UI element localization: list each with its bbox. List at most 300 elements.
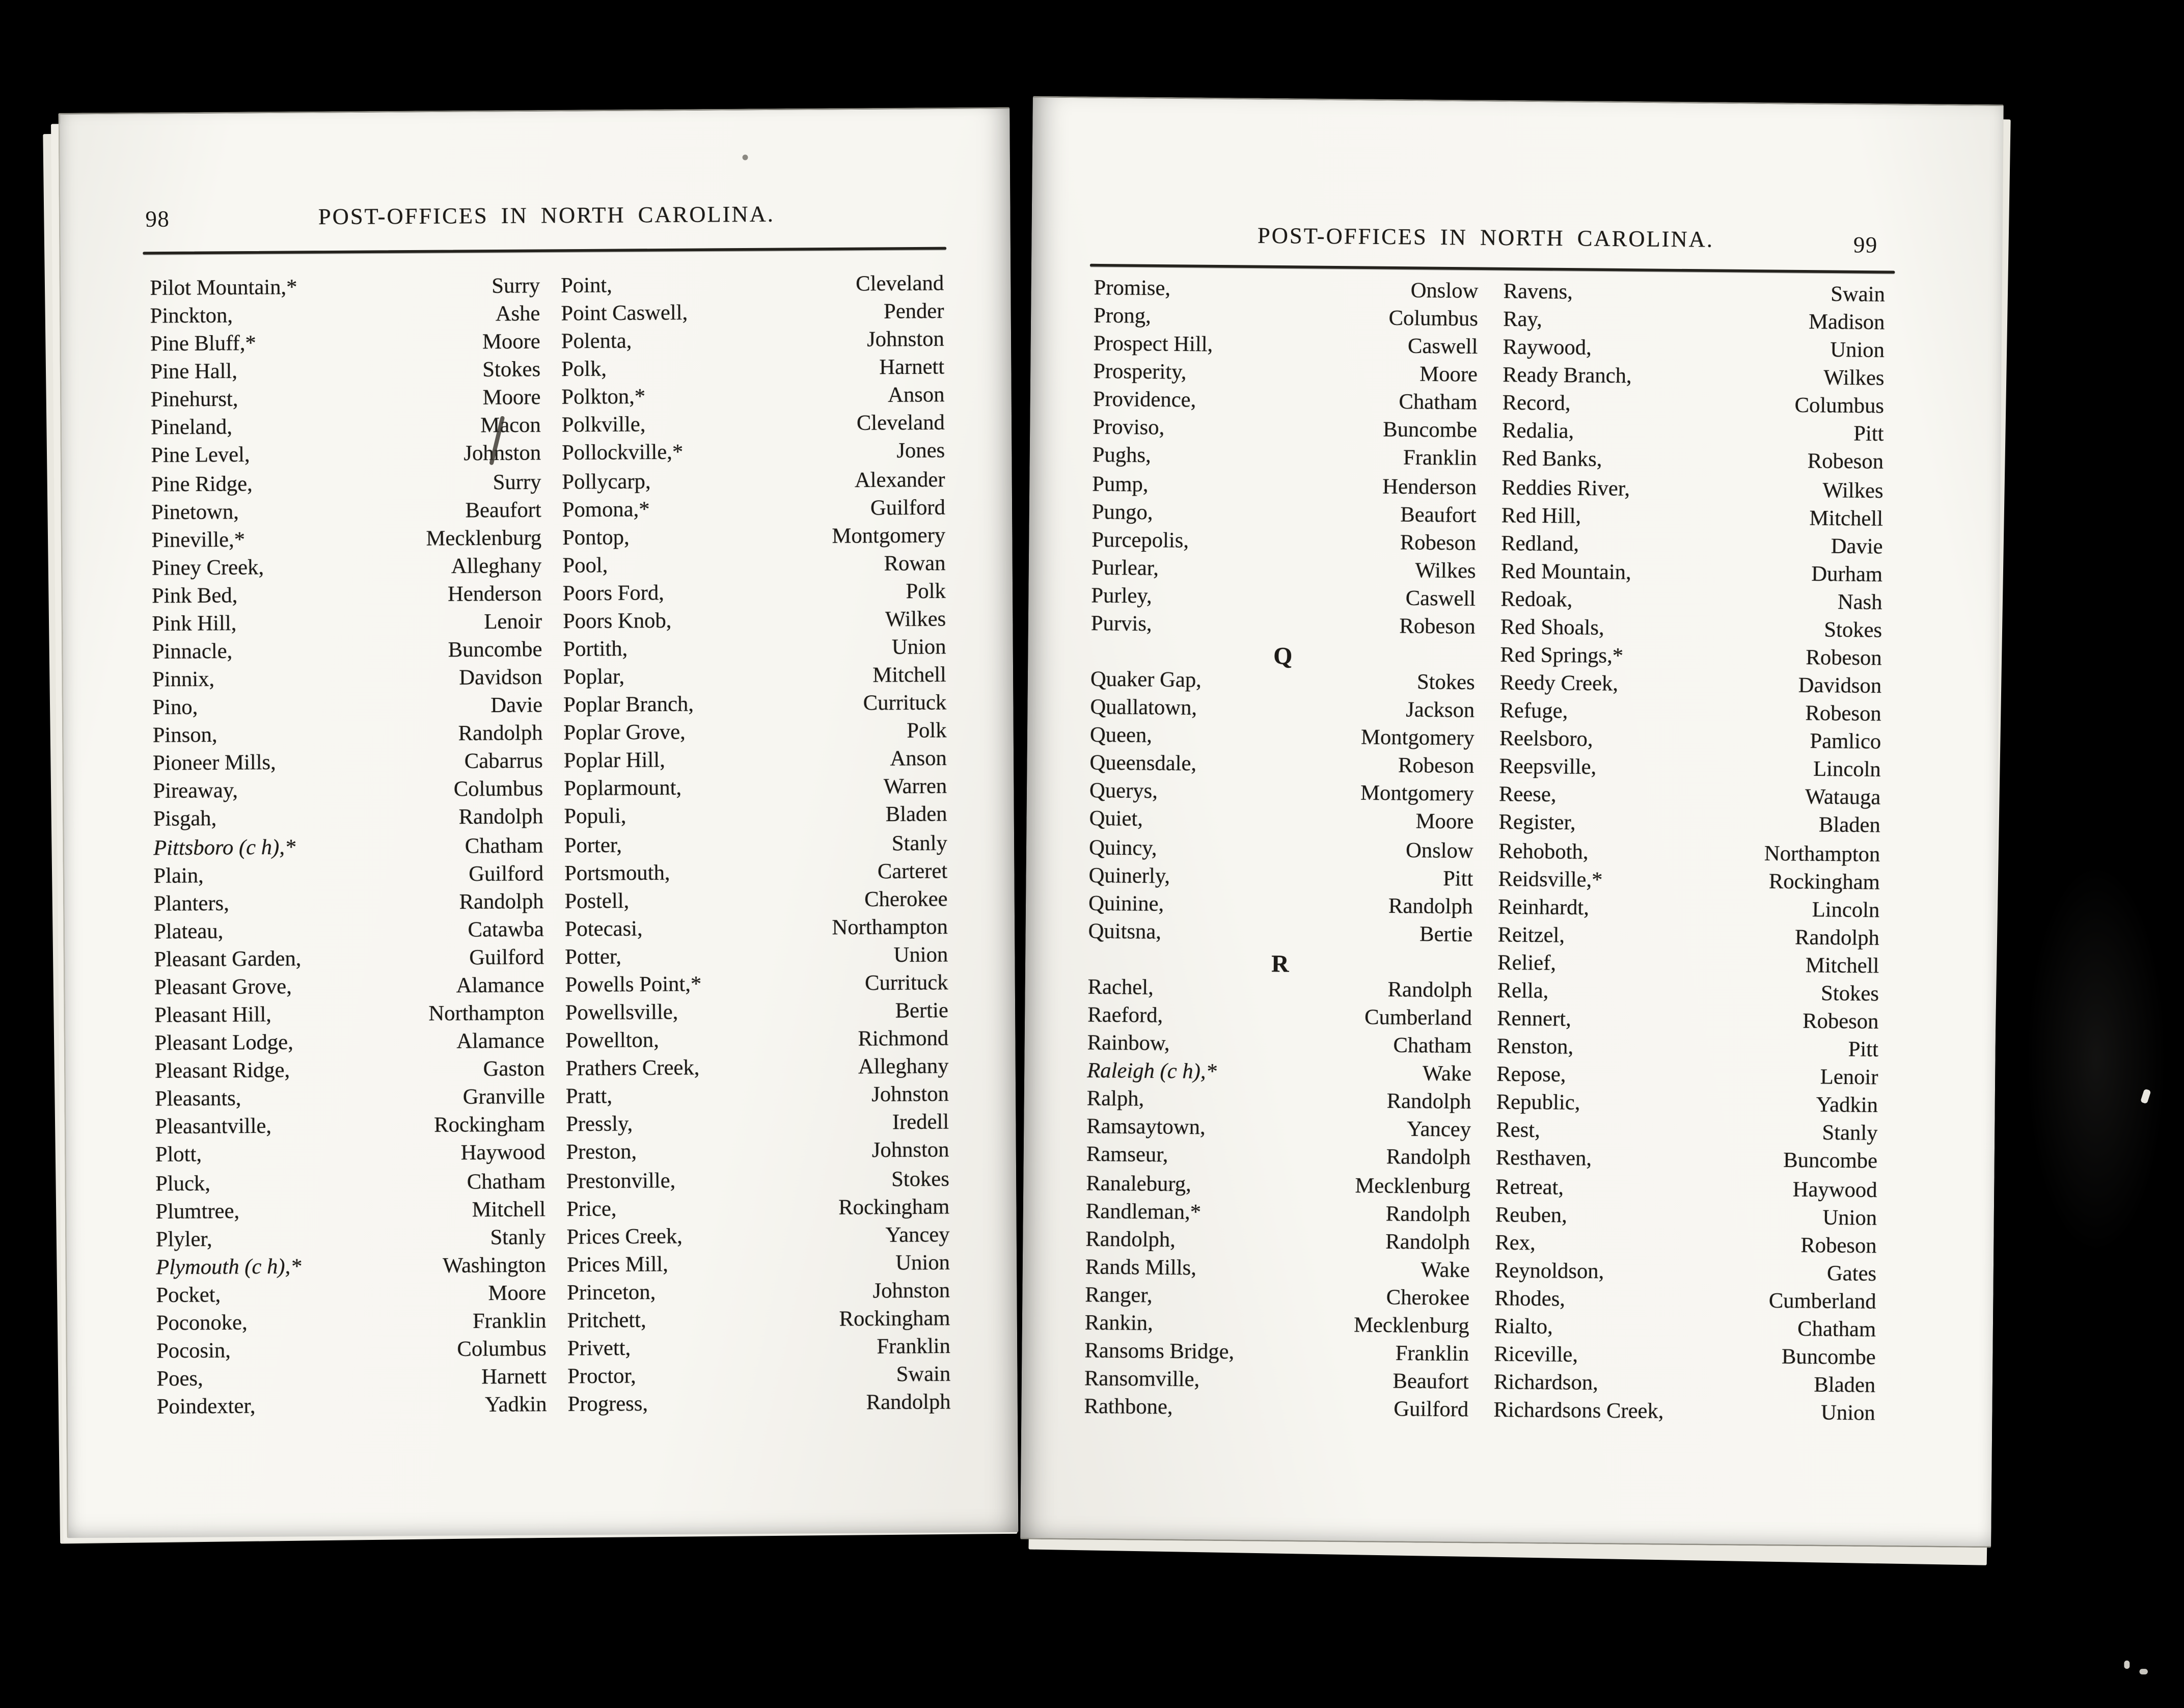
- post-office-name: Raleigh (c h),*: [1087, 1059, 1217, 1085]
- entry-row: [561, 270, 944, 301]
- post-office-name: Riceville,: [1494, 1342, 1578, 1367]
- entry-row: [565, 970, 948, 1000]
- entry-row: [156, 1308, 547, 1339]
- county-name: Rockingham: [838, 1195, 950, 1219]
- entry-row: [151, 497, 541, 527]
- entry-row: [156, 1364, 547, 1394]
- entry-row: [1090, 694, 1475, 725]
- post-office-name: Ransomville,: [1084, 1367, 1200, 1392]
- post-office-name: Pungo,: [1091, 500, 1153, 525]
- county-name: Surry: [493, 470, 541, 495]
- entry-row: [152, 609, 542, 639]
- county-name: Davidson: [459, 666, 542, 690]
- entry-row: [561, 327, 944, 357]
- post-office-name: Red Mountain,: [1500, 559, 1631, 585]
- entry-row: [1495, 1257, 1877, 1288]
- entry-row: [1503, 335, 1885, 366]
- county-name: Northampton: [1764, 842, 1880, 866]
- entry-row: [1088, 862, 1473, 893]
- post-office-name: Prosperity,: [1093, 360, 1187, 385]
- entry-row: [563, 606, 946, 637]
- post-office-name: Pleasants,: [154, 1087, 241, 1112]
- post-office-name: Quincy,: [1088, 835, 1157, 860]
- post-office-name: Pine Ridge,: [151, 472, 253, 497]
- post-office-name: Reelsboro,: [1499, 727, 1593, 752]
- post-office-name: Pisgah,: [153, 807, 217, 832]
- post-office-name: Redland,: [1501, 531, 1579, 556]
- entry-row: [565, 1026, 948, 1056]
- entry-row: [1496, 1062, 1878, 1093]
- post-office-name: Pittsboro (c h),*: [153, 835, 296, 860]
- county-name: Alamance: [456, 973, 544, 998]
- entry-row: [567, 1361, 950, 1392]
- county-name: Cherokee: [1386, 1286, 1470, 1311]
- post-office-name: Postell,: [564, 889, 630, 913]
- county-name: Bertie: [895, 999, 949, 1023]
- county-name: Union: [891, 635, 946, 660]
- post-office-name: Quitsna,: [1088, 919, 1162, 944]
- post-office-name: Pomona,*: [562, 497, 650, 522]
- post-office-name: Plain,: [153, 863, 204, 888]
- post-office-name: Quinerly,: [1088, 863, 1170, 888]
- entry-row: [1086, 1198, 1470, 1229]
- entry-row: [1502, 474, 1883, 505]
- post-office-name: Randolph,: [1085, 1227, 1176, 1252]
- post-office-name: Rands Mills,: [1085, 1255, 1197, 1280]
- post-office-name: Pilot Mountain,*: [150, 276, 297, 301]
- county-name: Onslow: [1405, 838, 1474, 863]
- entry-row: [1497, 950, 1879, 981]
- post-office-name: Retreat,: [1495, 1175, 1564, 1200]
- entry-row: [152, 637, 542, 667]
- county-name: Pitt: [1442, 866, 1473, 891]
- county-name: Alexander: [854, 468, 945, 492]
- county-name: Columbus: [453, 778, 543, 802]
- entry-row: [566, 1081, 949, 1112]
- county-name: Robeson: [1806, 646, 1882, 671]
- post-office-name: Portsmouth,: [564, 861, 670, 885]
- county-name: Stokes: [482, 358, 541, 383]
- entry-row: [151, 525, 541, 555]
- entry-row: [563, 662, 946, 693]
- county-name: Currituck: [864, 971, 948, 996]
- right-column-1: [1084, 275, 1478, 1425]
- entry-row: [1094, 275, 1478, 306]
- county-name: Robeson: [1805, 702, 1881, 727]
- post-office-name: Pocosin,: [156, 1339, 231, 1364]
- entry-row: [1496, 1146, 1878, 1177]
- county-name: Henderson: [1382, 474, 1477, 499]
- post-office-name: Polk,: [561, 358, 607, 382]
- post-office-name: Pritchett,: [567, 1309, 646, 1333]
- post-office-name: Renston,: [1496, 1035, 1574, 1060]
- entry-row: [1494, 1313, 1876, 1344]
- post-office-name: Quallatown,: [1090, 696, 1197, 721]
- scan-dust: [743, 155, 748, 160]
- post-office-name: Rachel,: [1087, 975, 1154, 1000]
- county-name: Johnston: [871, 1138, 949, 1163]
- post-office-name: Rennert,: [1496, 1007, 1572, 1032]
- post-office-name: Point Caswell,: [561, 301, 688, 326]
- county-name: Jones: [896, 440, 945, 464]
- post-office-name: Portith,: [563, 637, 628, 662]
- county-name: Alamance: [456, 1029, 545, 1054]
- post-office-name: Proctor,: [567, 1364, 636, 1389]
- county-name: Randolph: [1388, 894, 1473, 919]
- entry-row: [561, 383, 944, 413]
- entry-row: [1496, 1118, 1878, 1149]
- post-office-name: Privett,: [567, 1337, 631, 1361]
- county-name: Randolph: [1387, 978, 1472, 1003]
- county-name: Northampton: [428, 1001, 544, 1026]
- post-office-name: Rankin,: [1084, 1311, 1153, 1336]
- post-office-name: Plateau,: [153, 919, 224, 944]
- post-office-name: Providence,: [1093, 388, 1196, 413]
- county-name: Cherokee: [864, 887, 948, 912]
- county-name: Rockingham: [434, 1113, 545, 1138]
- post-office-name: Rex,: [1495, 1231, 1536, 1255]
- post-office-name: Poes,: [156, 1367, 203, 1392]
- section-letter: R: [1271, 949, 1289, 978]
- entry-row: [1089, 834, 1473, 865]
- entry-row: [566, 1137, 949, 1168]
- left-page: [59, 107, 1019, 1538]
- county-name: Randolph: [458, 805, 543, 830]
- post-office-name: Richardsons Creek,: [1493, 1398, 1664, 1424]
- post-office-name: Raywood,: [1503, 336, 1592, 361]
- entry-row: [563, 718, 946, 749]
- post-office-name: Ransoms Bridge,: [1084, 1339, 1235, 1364]
- post-office-name: Pleasant Garden,: [154, 947, 302, 972]
- county-name: Montgomery: [832, 524, 946, 548]
- entry-row: [154, 972, 544, 1003]
- post-office-name: Rehoboth,: [1498, 839, 1589, 864]
- post-office-name: Reepsville,: [1499, 755, 1597, 780]
- entry-row: [1087, 1002, 1472, 1033]
- entry-row: [564, 886, 947, 916]
- county-name: Swain: [1831, 283, 1886, 307]
- post-office-name: Polenta,: [561, 330, 632, 354]
- county-name: Wake: [1422, 1062, 1472, 1087]
- post-office-name: Reidsville,*: [1498, 867, 1603, 892]
- entry-row: [154, 1000, 544, 1031]
- entry-row: [152, 581, 542, 611]
- post-office-name: Powells Point,*: [565, 972, 702, 997]
- county-name: Montgomery: [1360, 782, 1474, 807]
- post-office-name: Pinckton,: [150, 304, 233, 329]
- county-name: Caswell: [1407, 335, 1478, 360]
- entry-row: [1495, 1230, 1877, 1261]
- entry-row: [562, 439, 945, 469]
- right-page: [1020, 96, 2004, 1548]
- county-name: Chatham: [1399, 391, 1478, 416]
- county-name: Yadkin: [485, 1393, 547, 1418]
- post-office-name: Reedy Creek,: [1499, 671, 1619, 696]
- post-office-name: Populi,: [564, 805, 626, 830]
- county-name: Macon: [480, 414, 541, 439]
- county-name: Pitt: [1853, 423, 1884, 447]
- county-name: Stanly: [891, 831, 947, 856]
- county-name: Stanly: [1822, 1122, 1878, 1146]
- county-name: Columbus: [1388, 307, 1479, 332]
- county-name: Harnett: [481, 1365, 547, 1390]
- entry-row: [1499, 698, 1881, 729]
- county-name: Pender: [883, 300, 944, 324]
- entry-row: [1500, 642, 1882, 673]
- entry-row: [154, 944, 544, 975]
- county-name: Bladen: [1814, 1373, 1876, 1398]
- entry-row: [1091, 611, 1476, 642]
- entry-row: [562, 411, 945, 441]
- county-name: Robeson: [1399, 614, 1476, 639]
- post-office-name: Pineville,*: [151, 528, 245, 553]
- county-name: Randolph: [458, 722, 543, 746]
- entry-row: [150, 273, 540, 304]
- county-name: Mitchell: [1805, 954, 1879, 979]
- post-office-name: Rest,: [1496, 1119, 1540, 1143]
- entry-row: [1085, 1282, 1469, 1313]
- county-name: Randolph: [866, 1391, 951, 1415]
- county-name: Beaufort: [1400, 502, 1477, 527]
- post-office-name: Pleasant Ridge,: [154, 1059, 290, 1084]
- county-name: Union: [893, 943, 948, 967]
- county-name: Mecklenburg: [1353, 1313, 1469, 1339]
- entry-row: [1502, 502, 1883, 533]
- entry-row: [154, 1028, 544, 1059]
- county-name: Haywood: [1792, 1177, 1877, 1202]
- entry-row: [1088, 890, 1473, 921]
- county-name: Onslow: [1410, 279, 1479, 304]
- post-office-name: Powellsville,: [565, 1000, 678, 1025]
- entry-row: [155, 1196, 545, 1227]
- entry-row: [566, 1222, 949, 1252]
- post-office-name: Powellton,: [565, 1028, 659, 1053]
- entry-row: [566, 1194, 949, 1224]
- county-name: Beaufort: [465, 498, 541, 523]
- section-header: [1088, 946, 1472, 977]
- entry-row: [156, 1280, 546, 1311]
- post-office-name: Pleasantville,: [155, 1115, 272, 1140]
- county-name: Davidson: [1798, 674, 1882, 699]
- entry-row: [566, 1109, 949, 1140]
- entry-row: [154, 888, 544, 919]
- entry-row: [155, 1084, 545, 1115]
- county-name: Franklin: [472, 1309, 547, 1334]
- county-name: Columbus: [457, 1337, 547, 1362]
- post-office-name: Potter,: [565, 945, 622, 969]
- county-name: Davie: [1831, 534, 1883, 559]
- county-name: Wilkes: [1823, 366, 1885, 391]
- county-name: Currituck: [863, 691, 947, 716]
- county-name: Wilkes: [1822, 478, 1883, 503]
- county-name: Robeson: [1400, 530, 1477, 555]
- entry-row: [566, 1165, 949, 1196]
- post-office-name: Reitzel,: [1497, 923, 1565, 947]
- county-name: Robeson: [1802, 1010, 1879, 1035]
- entry-row: [1091, 527, 1476, 558]
- post-office-name: Purcepolis,: [1091, 528, 1189, 553]
- county-name: Guilford: [469, 861, 544, 886]
- left-column-1: [150, 273, 547, 1422]
- county-name: Wilkes: [885, 607, 946, 632]
- post-office-name: Reuben,: [1495, 1203, 1567, 1228]
- entry-row: [1499, 754, 1881, 785]
- entry-row: [1503, 307, 1885, 338]
- county-name: Cabarrus: [464, 750, 543, 774]
- post-office-name: Preston,: [566, 1141, 637, 1165]
- paper-speck: [2124, 1661, 2130, 1669]
- county-name: Bertie: [1419, 922, 1473, 947]
- entry-row: [1084, 1394, 1468, 1425]
- county-name: Chatham: [465, 833, 543, 858]
- entry-row: [565, 942, 948, 972]
- county-name: Rockingham: [839, 1307, 950, 1332]
- county-name: Randolph: [459, 889, 544, 914]
- county-name: Buncombe: [1781, 1345, 1876, 1370]
- county-name: Beaufort: [1393, 1370, 1469, 1394]
- entry-row: [154, 916, 544, 947]
- entry-row: [1498, 894, 1880, 925]
- entry-row: [1087, 974, 1472, 1005]
- county-name: Guilford: [1394, 1397, 1469, 1422]
- post-office-name: Piney Creek,: [151, 556, 264, 580]
- post-office-name: Pocket,: [156, 1283, 221, 1308]
- post-office-name: Pireaway,: [153, 779, 238, 804]
- entry-row: [1092, 471, 1477, 502]
- entry-row: [1501, 530, 1883, 561]
- entry-row: [1496, 1034, 1878, 1065]
- county-name: Lenoir: [484, 610, 542, 634]
- post-office-name: Plyler,: [155, 1227, 212, 1252]
- county-name: Stokes: [1416, 670, 1475, 695]
- county-name: Wilkes: [1415, 559, 1476, 583]
- entry-row: [1497, 978, 1879, 1009]
- county-name: Johnston: [463, 442, 541, 467]
- post-office-name: Prathers Creek,: [565, 1056, 700, 1081]
- section-letter: Q: [1273, 641, 1293, 670]
- entry-row: [564, 830, 947, 860]
- county-name: Yancey: [1406, 1118, 1471, 1143]
- entry-row: [1493, 1397, 1875, 1428]
- post-office-name: Rella,: [1497, 979, 1549, 1004]
- entry-row: [562, 522, 945, 553]
- post-office-name: Record,: [1502, 392, 1571, 416]
- county-name: Moore: [1419, 363, 1478, 388]
- county-name: Lincoln: [1813, 758, 1881, 782]
- entry-row: [1093, 359, 1478, 390]
- county-name: Stanly: [490, 1225, 546, 1250]
- county-name: Johnston: [872, 1279, 950, 1303]
- post-office-name: Queensdale,: [1089, 751, 1197, 777]
- entry-row: [1084, 1338, 1469, 1369]
- scan-smudge: [2027, 864, 2166, 1254]
- entry-row: [565, 914, 948, 944]
- county-name: Randolph: [1385, 1230, 1470, 1255]
- county-name: Bladen: [885, 803, 947, 828]
- post-office-name: Ravens,: [1503, 280, 1573, 305]
- post-office-name: Poplar Hill,: [563, 749, 665, 774]
- right-page-number: 99: [1853, 231, 1878, 258]
- county-name: Columbus: [1794, 394, 1885, 419]
- entry-row: [563, 634, 946, 665]
- county-name: Northampton: [832, 915, 948, 940]
- entry-row: [1087, 1030, 1471, 1061]
- entry-row: [155, 1112, 545, 1143]
- county-name: Cumberland: [1364, 1006, 1472, 1031]
- post-office-name: Rainbow,: [1087, 1031, 1170, 1056]
- entry-row: [1494, 1341, 1876, 1372]
- entry-row: [1085, 1226, 1470, 1257]
- entry-row: [1085, 1254, 1470, 1285]
- post-office-name: Pleasant Hill,: [154, 1003, 272, 1028]
- entry-row: [155, 1056, 545, 1087]
- entry-row: [1086, 1142, 1471, 1173]
- county-name: Mitchell: [872, 663, 946, 688]
- post-office-name: Pleasant Grove,: [154, 975, 292, 1000]
- county-name: Union: [1822, 1205, 1877, 1230]
- county-name: Yadkin: [1816, 1094, 1878, 1118]
- entry-row: [565, 1053, 948, 1084]
- entry-row: [1088, 918, 1472, 950]
- entry-row: [1089, 778, 1474, 809]
- entry-row: [1498, 810, 1880, 841]
- post-office-name: Republic,: [1496, 1091, 1580, 1116]
- left-page-number: 98: [145, 205, 170, 232]
- post-office-name: Red Springs,*: [1500, 643, 1624, 668]
- post-office-name: Richardson,: [1493, 1370, 1599, 1396]
- post-office-name: Pontop,: [562, 525, 630, 550]
- post-office-name: Resthaven,: [1495, 1147, 1592, 1172]
- post-office-name: Princeton,: [567, 1281, 656, 1305]
- county-name: Union: [1820, 1401, 1875, 1426]
- county-name: Lincoln: [1812, 898, 1880, 923]
- post-office-name: Repose,: [1496, 1063, 1566, 1088]
- entry-row: [1502, 390, 1884, 421]
- post-office-name: Rathbone,: [1084, 1395, 1173, 1420]
- post-office-name: Poindexter,: [156, 1395, 256, 1420]
- entry-row: [1502, 446, 1883, 477]
- entry-row: [564, 774, 947, 804]
- county-name: Bladen: [1818, 814, 1880, 838]
- county-name: Swain: [896, 1363, 951, 1387]
- post-office-name: Register,: [1498, 811, 1576, 836]
- entry-row: [153, 720, 543, 751]
- post-office-name: Reynoldson,: [1494, 1259, 1604, 1284]
- entry-row: [1087, 1058, 1471, 1089]
- county-name: Mecklenburg: [1355, 1174, 1471, 1199]
- entry-row: [567, 1334, 950, 1364]
- entry-row: [1499, 726, 1881, 757]
- entry-row: [151, 441, 541, 471]
- entry-row: [1495, 1174, 1877, 1205]
- county-name: Buncombe: [1383, 418, 1478, 444]
- county-name: Randolph: [1386, 1146, 1471, 1171]
- paper-speck: [2139, 1669, 2147, 1674]
- county-name: Stokes: [1824, 618, 1882, 643]
- county-name: Warren: [883, 775, 947, 800]
- entry-row: [1086, 1086, 1471, 1117]
- county-name: Johnston: [871, 1083, 949, 1107]
- post-office-name: Ramseur,: [1086, 1143, 1168, 1168]
- entry-row: [152, 553, 542, 583]
- post-office-name: Queen,: [1089, 723, 1153, 748]
- post-office-name: Ranaleburg,: [1086, 1171, 1191, 1196]
- post-office-name: Quaker Gap,: [1090, 668, 1202, 693]
- post-office-name: Price,: [566, 1197, 617, 1221]
- post-office-name: Quiet,: [1089, 807, 1143, 832]
- post-office-name: Poplar Branch,: [563, 693, 694, 718]
- county-name: Alleghany: [858, 1055, 949, 1079]
